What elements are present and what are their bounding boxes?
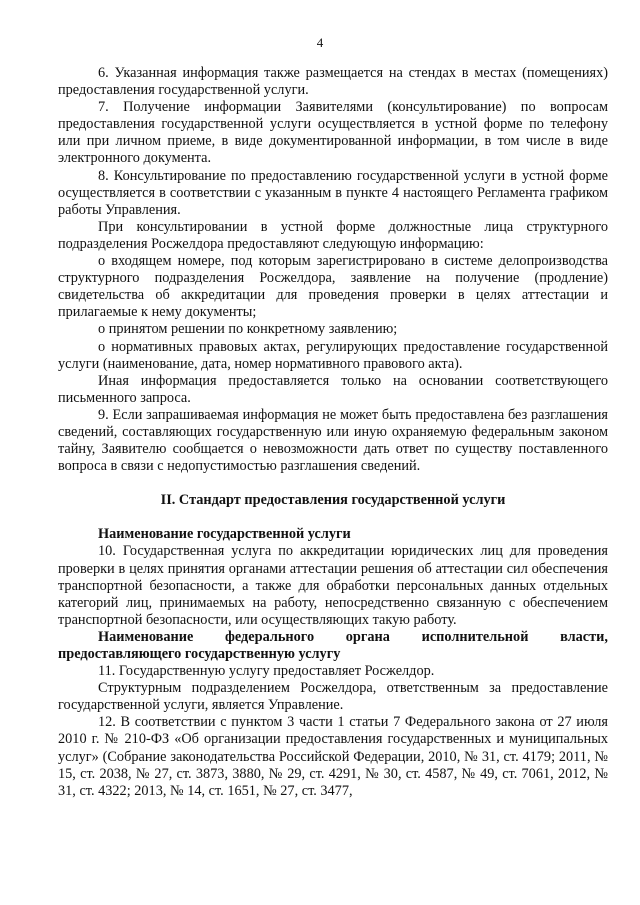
paragraph-12: 12. В соответствии с пунктом 3 части 1 статьи 7 Федерального закона от 27 июля 2010 г. № 210-ФЗ «Об организации предоставления государственных и муниципальных услуг» (Собрание законодательства Российской Федерации, 2010, № 31, ст. 4179; 2011, № 15, ст. 2038, № 27, ст. 3873, 3880, № 29, ст. 4291, № 30, ст. 4587, № 49, ст. 7061, 2012, № 31, ст. 4322; 2013, № 14, ст. 1651, № 27, ст. 3477,: [58, 714, 608, 799]
subheading-authority-name: Наименование федерального органа исполнительной власти, предоставляющего государственную услугу: [58, 628, 608, 662]
paragraph-10: 10. Государственная услуга по аккредитации юридических лиц для проведения проверки в целях принятия органами аттестации решения об аттестации сил обеспечения транспортной безопасности, а также для обработки персональных данных отдельных категорий лиц, принимаемых на работу, непосредственно связанную с обеспечением транспортной безопасности, или осуществляющих такую работу.: [58, 543, 608, 628]
paragraph-7: 7. Получение информации Заявителями (консультирование) по вопросам предоставления государственной услуги осуществляется в устной форме по телефону или при личном приеме, в виде документированной информации, в том числе в виде электронного документа.: [58, 99, 608, 167]
paragraph-8: 8. Консультирование по предоставлению государственной услуги в устной форме осуществляется в соответствии с указанным в пункте 4 настоящего Регламента графиком работы Управления.: [58, 167, 608, 218]
paragraph-8-other-info: Иная информация предоставляется только на основании соответствующего письменного запроса.: [58, 372, 608, 406]
list-item-incoming-number: о входящем номере, под которым зарегистрировано в системе делопроизводства структурного подразделения Росжелдора, заявление на получение (продление) свидетельства об аккредитации для проведения проверки в целях аттестации и прилагаемые к нему документы;: [58, 253, 608, 321]
section-title: II. Стандарт предоставления государственной услуги: [160, 492, 506, 509]
page-number: 4: [316, 35, 324, 50]
paragraph-11: 11. Государственную услугу предоставляет Росжелдор.: [98, 663, 435, 680]
spacer: [58, 509, 608, 526]
list-item-normative-acts: о нормативных правовых актах, регулирующих предоставление государственной услуги (наименование, дата, номер нормативного правового акта).: [58, 338, 608, 372]
subheading-service-name: Наименование государственной услуги: [98, 526, 351, 543]
spacer: [58, 475, 608, 492]
paragraph-6: 6. Указанная информация также размещается на стендах в местах (помещениях) предоставления государственной услуги.: [58, 65, 608, 99]
paragraph-11-department: Структурным подразделением Росжелдора, ответственным за предоставление государственной услуги, является Управление.: [58, 680, 608, 714]
list-item-decision: о принятом решении по конкретному заявлению;: [98, 321, 398, 338]
paragraph-9: 9. Если запрашиваемая информация не может быть предоставлена без разглашения сведений, составляющих государственную или иную охраняемую федеральным законом тайну, Заявителю сообщается о невозможности дать ответ по существу поставленного вопроса в связи с недопустимостью разглашения сведений.: [58, 406, 608, 475]
paragraph-8-consulting: При консультировании в устной форме должностные лица структурного подразделения Росжелдора предоставляют следующую информацию:: [58, 218, 608, 252]
document-body: [58, 65, 608, 800]
